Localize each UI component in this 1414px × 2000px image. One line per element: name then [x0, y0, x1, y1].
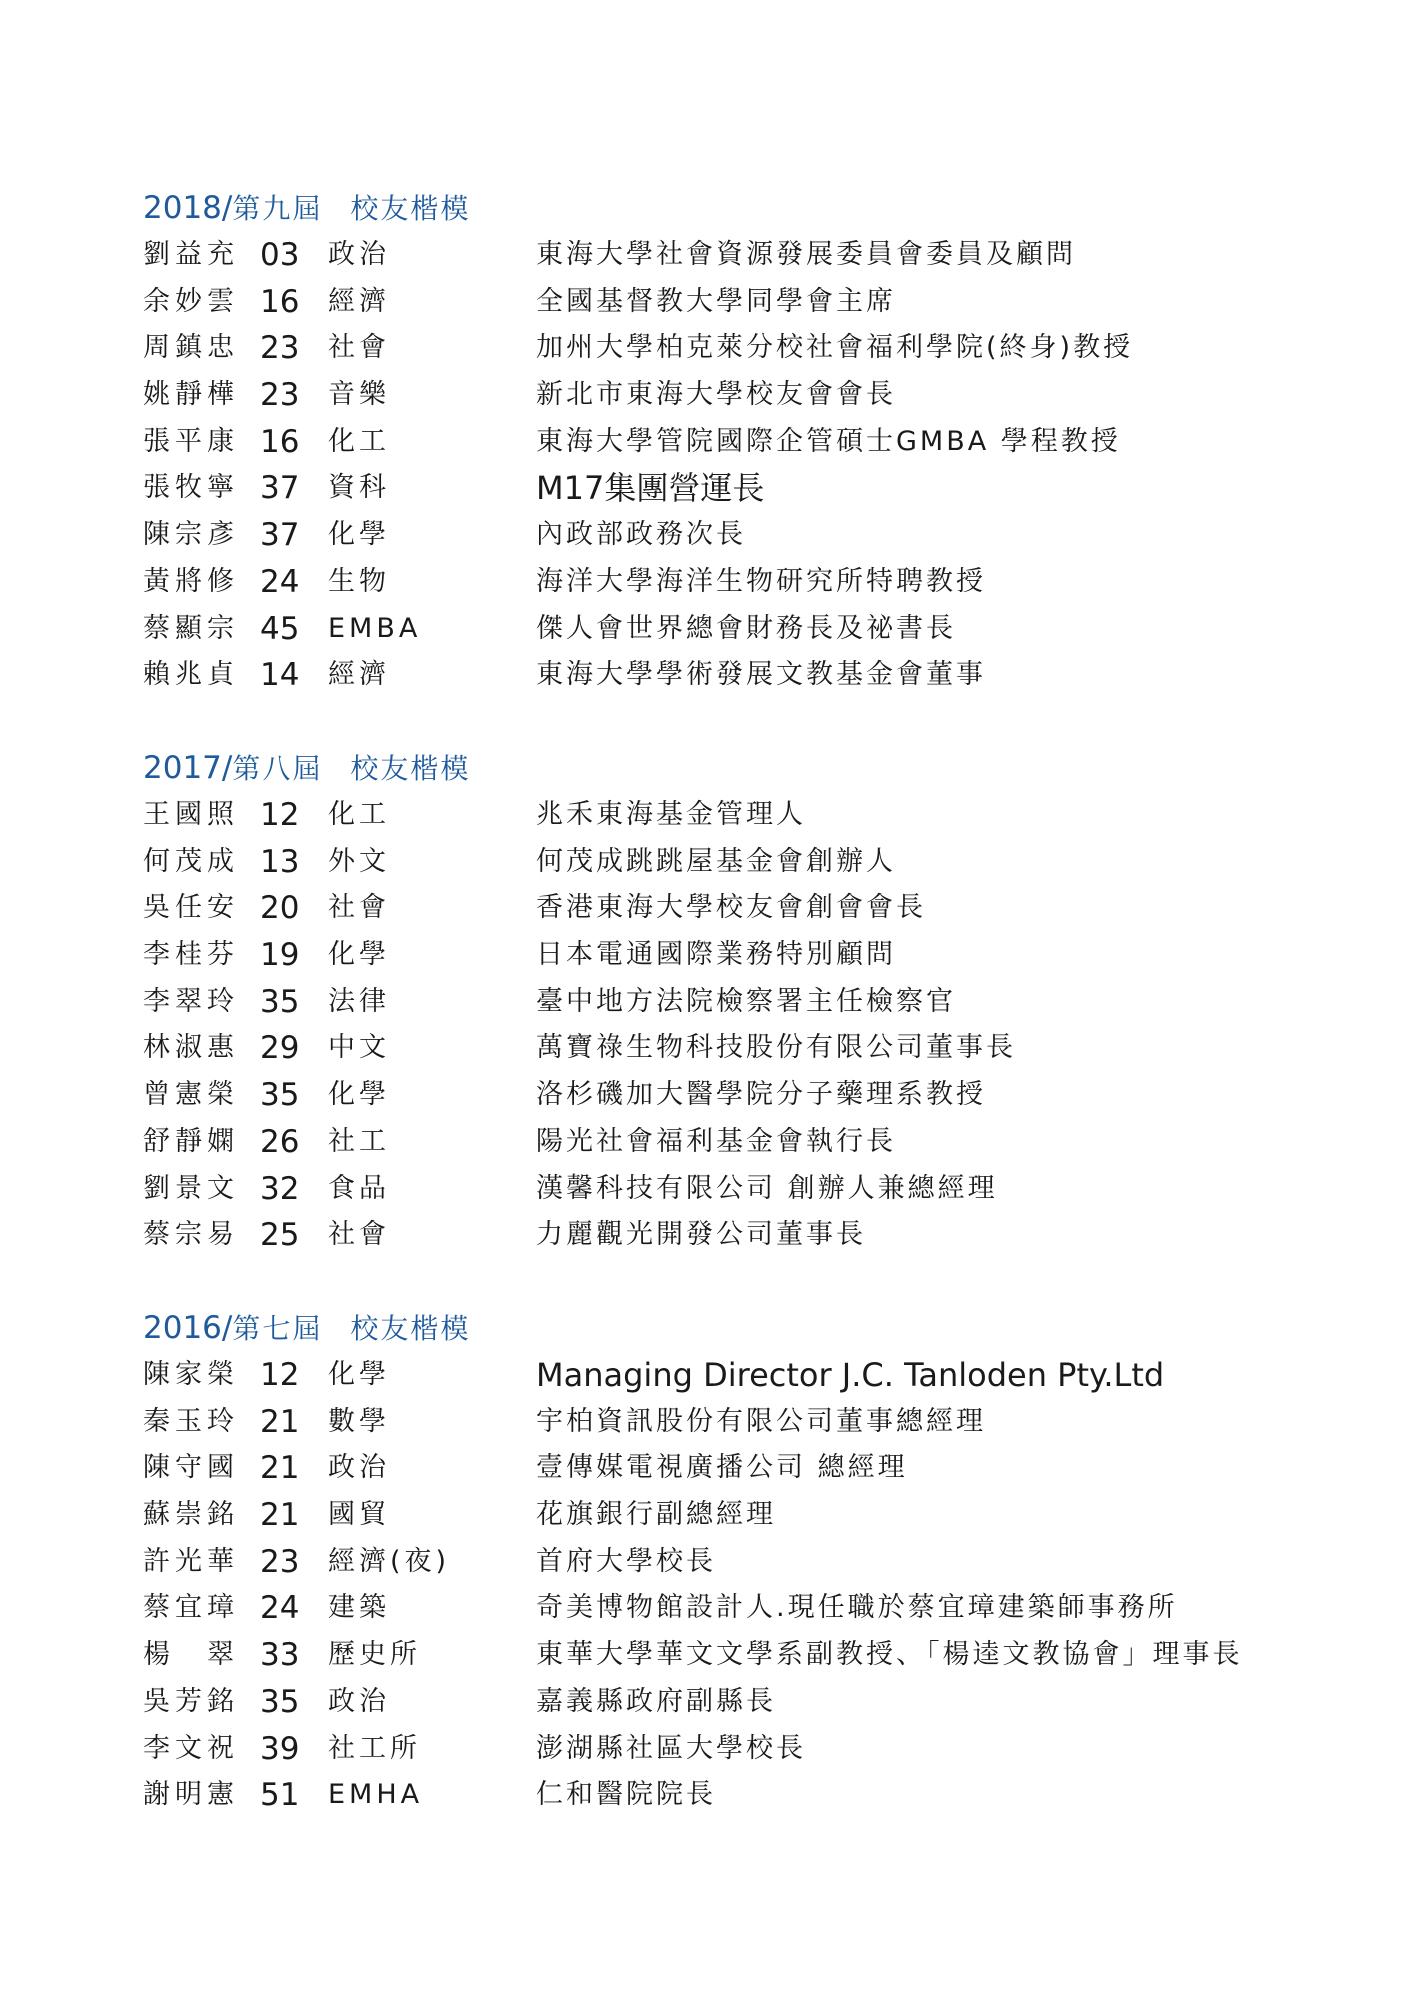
- honoree-name: 陳宗彥: [143, 519, 239, 551]
- honoree-name: 謝明憲: [143, 1779, 239, 1811]
- honoree-class: 21: [260, 1497, 300, 1534]
- honoree-class: 23: [260, 330, 300, 367]
- honoree-position: 東海大學社會資源發展委員會委員及顧問: [536, 239, 1076, 270]
- honoree-name: 蘇崇銘: [143, 1499, 239, 1531]
- honoree-department: 政治: [328, 1452, 390, 1484]
- honoree-position: 陽光社會福利基金會執行長: [536, 1125, 896, 1157]
- honoree-department: 生物: [328, 565, 390, 597]
- honoree-department: 化工: [328, 425, 390, 457]
- honoree-row: [143, 1585, 1343, 1632]
- honoree-position: 加州大學柏克萊分校社會福利學院(終身)教授: [536, 332, 1134, 364]
- honoree-name: 蔡宜璋: [143, 1592, 239, 1624]
- honoree-row: [143, 792, 1343, 839]
- honoree-name: 余妙雲: [143, 285, 239, 317]
- honoree-class: 26: [260, 1123, 300, 1160]
- honoree-class: 33: [260, 1637, 300, 1674]
- honoree-position: 澎湖縣社區大學校長: [536, 1732, 806, 1764]
- honoree-department: 經濟: [328, 285, 390, 317]
- honoree-list: [143, 1352, 1343, 1819]
- honoree-class: 32: [260, 1170, 300, 1207]
- honoree-name: 姚靜樺: [143, 379, 239, 411]
- section-heading: [143, 1304, 1343, 1352]
- honoree-name: 舒靜嫻: [143, 1125, 239, 1157]
- honoree-department: 經濟(夜): [328, 1545, 451, 1577]
- honoree-name: 李文祝: [143, 1732, 239, 1764]
- honoree-position: 漢馨科技有限公司 創辦人兼總經理: [536, 1172, 998, 1204]
- honoree-position: 花旗銀行副總經理: [536, 1499, 776, 1531]
- section-term: 第九屆: [232, 192, 323, 225]
- honoree-department: 化工: [328, 799, 390, 830]
- honoree-row: [143, 279, 1343, 326]
- honoree-row: [143, 1352, 1343, 1399]
- honoree-class: 39: [260, 1730, 300, 1767]
- honoree-position: 何茂成跳跳屋基金會創辦人: [536, 845, 896, 877]
- honoree-position: 宇柏資訊股份有限公司董事總經理: [536, 1405, 986, 1437]
- honoree-row: [143, 372, 1343, 419]
- honoree-department: 經濟: [328, 659, 390, 691]
- honoree-class: 12: [260, 797, 300, 833]
- honoree-row: [143, 419, 1343, 466]
- honoree-department: 建築: [328, 1592, 390, 1624]
- honoree-department: 食品: [328, 1172, 390, 1204]
- honoree-class: 35: [260, 983, 300, 1020]
- honoree-row: [143, 932, 1343, 979]
- honoree-department: 法律: [328, 985, 390, 1017]
- honoree-row: [143, 325, 1343, 372]
- honoree-row: [143, 1679, 1343, 1726]
- honoree-position: 日本電通國際業務特別顧問: [536, 939, 896, 971]
- honoree-class: 35: [260, 1683, 300, 1720]
- honoree-row: [143, 1025, 1343, 1072]
- honoree-row: [143, 979, 1343, 1026]
- honoree-position: 海洋大學海洋生物研究所特聘教授: [536, 565, 986, 597]
- honoree-class: 25: [260, 1217, 300, 1254]
- honoree-name: 許光華: [143, 1545, 239, 1577]
- honoree-row: [143, 652, 1343, 699]
- honoree-position: 新北市東海大學校友會會長: [536, 379, 896, 411]
- honoree-class: 21: [260, 1403, 300, 1440]
- honoree-class: 37: [260, 517, 300, 554]
- section-2018: [143, 184, 1343, 699]
- honoree-department: EMBA: [328, 612, 422, 644]
- section-year: 2018/: [143, 190, 233, 226]
- honoree-name: 曾憲榮: [143, 1079, 239, 1111]
- honoree-row: [143, 1772, 1343, 1819]
- section-heading: [143, 744, 1343, 792]
- honoree-class: 16: [260, 423, 300, 460]
- honoree-department: 外文: [328, 845, 390, 877]
- honoree-position: 全國基督教大學同學會主席: [536, 285, 896, 317]
- honoree-department: 化學: [328, 519, 390, 551]
- honoree-name: 張牧寧: [143, 472, 239, 504]
- section-year: 2017/: [143, 750, 233, 786]
- honoree-name: 張平康: [143, 425, 239, 457]
- honoree-row: [143, 1632, 1343, 1679]
- honoree-class: 13: [260, 843, 300, 880]
- honoree-name: 王國照: [143, 799, 239, 830]
- honoree-class: 45: [260, 610, 300, 647]
- section-heading: [143, 184, 1343, 232]
- honoree-position: 東海大學學術發展文教基金會董事: [536, 659, 986, 691]
- honoree-department: 政治: [328, 239, 390, 270]
- honoree-class: 23: [260, 1543, 300, 1580]
- section-title: 校友楷模: [350, 1312, 471, 1345]
- honoree-department: 資科: [328, 472, 390, 504]
- honoree-row: [143, 559, 1343, 606]
- honoree-name: 吳任安: [143, 892, 239, 924]
- honoree-class: 21: [260, 1450, 300, 1487]
- honoree-row: [143, 1726, 1343, 1773]
- honoree-class: 51: [260, 1777, 300, 1814]
- honoree-department: 社工: [328, 1125, 390, 1157]
- honoree-name: 陳守國: [143, 1452, 239, 1484]
- honoree-class: 12: [260, 1357, 300, 1393]
- honoree-name: 賴兆貞: [143, 659, 239, 691]
- honoree-row: [143, 1492, 1343, 1539]
- honoree-row: [143, 606, 1343, 653]
- section-2016: [143, 1304, 1343, 1819]
- honoree-position: 首府大學校長: [536, 1545, 716, 1577]
- honoree-position: 仁和醫院院長: [536, 1779, 716, 1811]
- honoree-name: 楊 翠: [143, 1639, 239, 1671]
- honoree-department: 化學: [328, 1079, 390, 1111]
- honoree-position: 東華大學華文文學系副教授、「楊逵文教協會」理事長: [536, 1639, 1243, 1671]
- honoree-name: 蔡顯宗: [143, 612, 239, 644]
- honoree-list: [143, 792, 1343, 1259]
- honoree-class: 37: [260, 470, 300, 507]
- honoree-name: 黃將修: [143, 565, 239, 597]
- honoree-position: 兆禾東海基金管理人: [536, 799, 806, 830]
- honoree-position: 洛杉磯加大醫學院分子藥理系教授: [536, 1079, 986, 1111]
- honoree-class: 23: [260, 377, 300, 414]
- honoree-position: 力麗觀光開發公司董事長: [536, 1219, 866, 1251]
- honoree-class: 24: [260, 563, 300, 600]
- honoree-department: 化學: [328, 1359, 390, 1390]
- honoree-position: 香港東海大學校友會創會會長: [536, 892, 926, 924]
- honoree-position: 萬寶祿生物科技股份有限公司董事長: [536, 1032, 1016, 1064]
- honoree-department: 化學: [328, 939, 390, 971]
- honoree-name: 吳芳銘: [143, 1685, 239, 1717]
- honoree-row: [143, 1399, 1343, 1446]
- honoree-name: 陳家榮: [143, 1359, 239, 1390]
- honoree-department: EMHA: [328, 1779, 424, 1811]
- honoree-position: 東海大學管院國際企管碩士GMBA 學程教授: [536, 425, 1121, 457]
- honoree-row: [143, 885, 1343, 932]
- honoree-department: 數學: [328, 1405, 390, 1437]
- honoree-row: [143, 1445, 1343, 1492]
- honoree-list: [143, 232, 1343, 699]
- honoree-row: [143, 465, 1343, 512]
- honoree-department: 政治: [328, 1685, 390, 1717]
- honoree-class: 29: [260, 1030, 300, 1067]
- section-title: 校友楷模: [350, 752, 471, 785]
- honoree-department: 社工所: [328, 1732, 421, 1764]
- honoree-department: 社會: [328, 892, 390, 924]
- section-title: 校友楷模: [350, 192, 471, 225]
- honoree-class: 03: [260, 237, 300, 273]
- honoree-row: [143, 512, 1343, 559]
- honoree-position: M17集團營運長: [536, 469, 765, 508]
- honoree-department: 音樂: [328, 379, 390, 411]
- honoree-row: [143, 839, 1343, 886]
- honoree-name: 林淑惠: [143, 1032, 239, 1064]
- honoree-row: [143, 1119, 1343, 1166]
- honoree-position: 壹傳媒電視廣播公司 總經理: [536, 1452, 908, 1484]
- honoree-row: [143, 232, 1343, 279]
- honoree-name: 秦玉玲: [143, 1405, 239, 1437]
- honoree-department: 歷史所: [328, 1639, 421, 1671]
- honoree-class: 20: [260, 890, 300, 927]
- honoree-name: 周鎮忠: [143, 332, 239, 364]
- honoree-position: 傑人會世界總會財務長及祕書長: [536, 612, 956, 644]
- honoree-name: 李翠玲: [143, 985, 239, 1017]
- section-term: 第八屆: [232, 752, 323, 785]
- honoree-class: 19: [260, 937, 300, 974]
- honoree-position: 內政部政務次長: [536, 519, 746, 551]
- honoree-class: 35: [260, 1077, 300, 1114]
- honoree-department: 國貿: [328, 1499, 390, 1531]
- honoree-row: [143, 1539, 1343, 1586]
- honoree-class: 16: [260, 283, 300, 320]
- section-term: 第七屆: [232, 1312, 323, 1345]
- honoree-row: [143, 1212, 1343, 1259]
- honoree-row: [143, 1166, 1343, 1213]
- honoree-department: 社會: [328, 332, 390, 364]
- honoree-row: [143, 1072, 1343, 1119]
- honoree-class: 14: [260, 657, 300, 694]
- honoree-name: 何茂成: [143, 845, 239, 877]
- honoree-position: 臺中地方法院檢察署主任檢察官: [536, 985, 956, 1017]
- honoree-department: 中文: [328, 1032, 390, 1064]
- honoree-name: 李桂芬: [143, 939, 239, 971]
- honoree-name: 劉景文: [143, 1172, 239, 1204]
- honoree-name: 蔡宗易: [143, 1219, 239, 1251]
- honoree-name: 劉益充: [143, 239, 239, 270]
- honoree-position: Managing Director J.C. Tanloden Pty.Ltd: [536, 1356, 1165, 1394]
- honoree-class: 24: [260, 1590, 300, 1627]
- honoree-position: 嘉義縣政府副縣長: [536, 1685, 776, 1717]
- section-2017: [143, 744, 1343, 1259]
- honoree-position: 奇美博物館設計人.現任職於蔡宜璋建築師事務所: [536, 1592, 1178, 1624]
- section-year: 2016/: [143, 1310, 233, 1346]
- honoree-department: 社會: [328, 1219, 390, 1251]
